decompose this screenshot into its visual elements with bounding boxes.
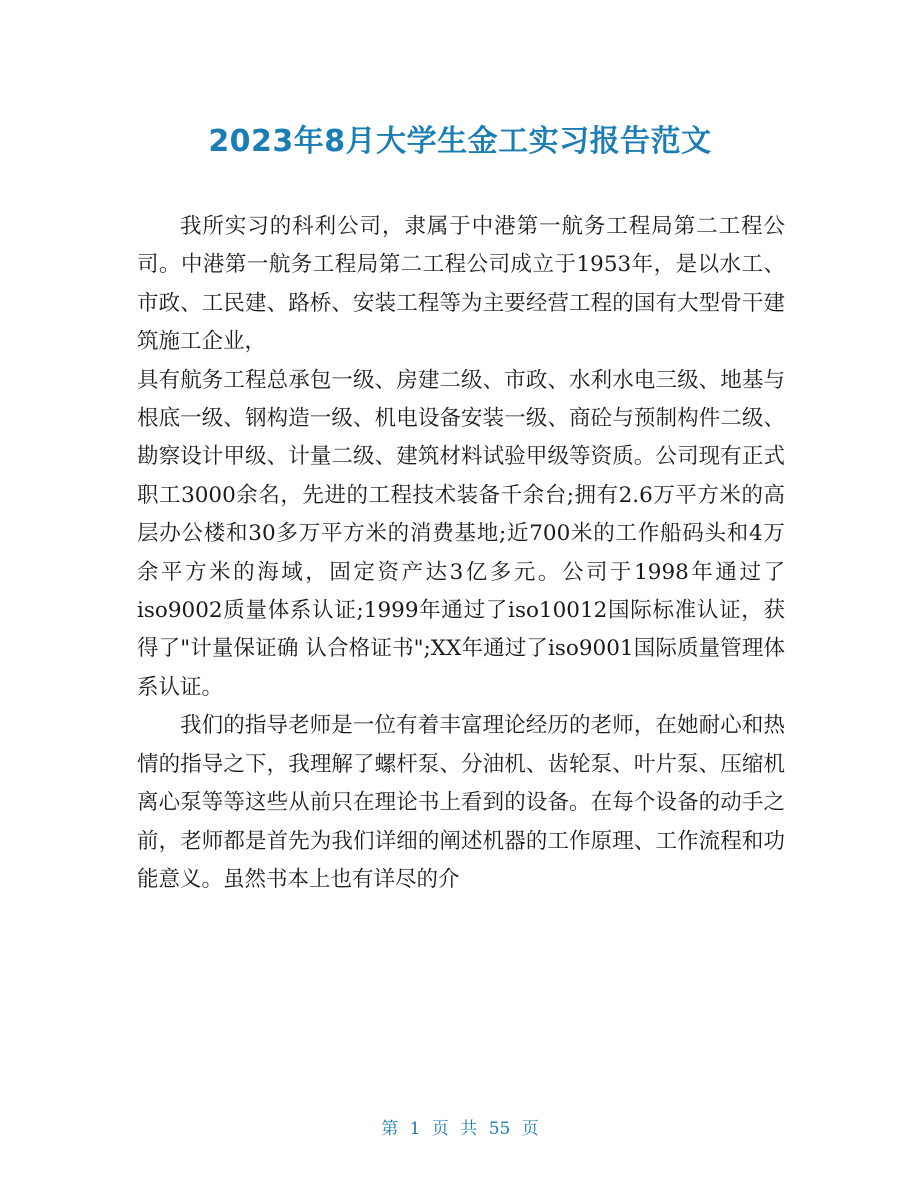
paragraph-qualifications: 具有航务工程总承包一级、房建二级、市政、水利水电三级、地基与根底一级、钢构造一级、机电设备安装一级、商砼与预制构件二级、勘察设计甲级、计量二级、建筑材料试验甲级等资质。公司现有正式职工3000余名，先进的工程技术装备千余台;拥有2.6万平方米的高层办公楼和30多万平方米的消费基地;近700米的工作船码头和4万余平方米的海域，固定资产达3亿多元。公司于1998年通过了iso9002质量体系认证;1999年通过了iso10012国际标准认证，获得了"计量保证确 认合格证书";XX年通过了iso9001国际质量管理体系认证。 <box>137 367 785 700</box>
paragraph-company-intro: 我所实习的科利公司，隶属于中港第一航务工程局第二工程公司。中港第一航务工程局第二工程公司成立于1953年，是以水工、市政、工民建、路桥、安装工程等为主要经营工程的国有大型骨干建筑施工企业， <box>137 214 785 355</box>
page-title: 2023年8月大学生金工实习报告范文 <box>208 124 712 159</box>
document-body <box>137 208 785 899</box>
page-number-footer: 第 1 页 共 55 页 <box>381 1119 539 1139</box>
paragraph-instructor: 我们的指导老师是一位有着丰富理论经历的老师，在她耐心和热情的指导之下，我理解了螺杆泵、分油机、齿轮泵、叶片泵、压缩机离心泵等等这些从前只在理论书上看到的设备。在每个设备的动手之前，老师都是首先为我们详细的阐述机器的工作原理、工作流程和功能意义。虽然书本上也有详尽的介 <box>137 713 785 892</box>
